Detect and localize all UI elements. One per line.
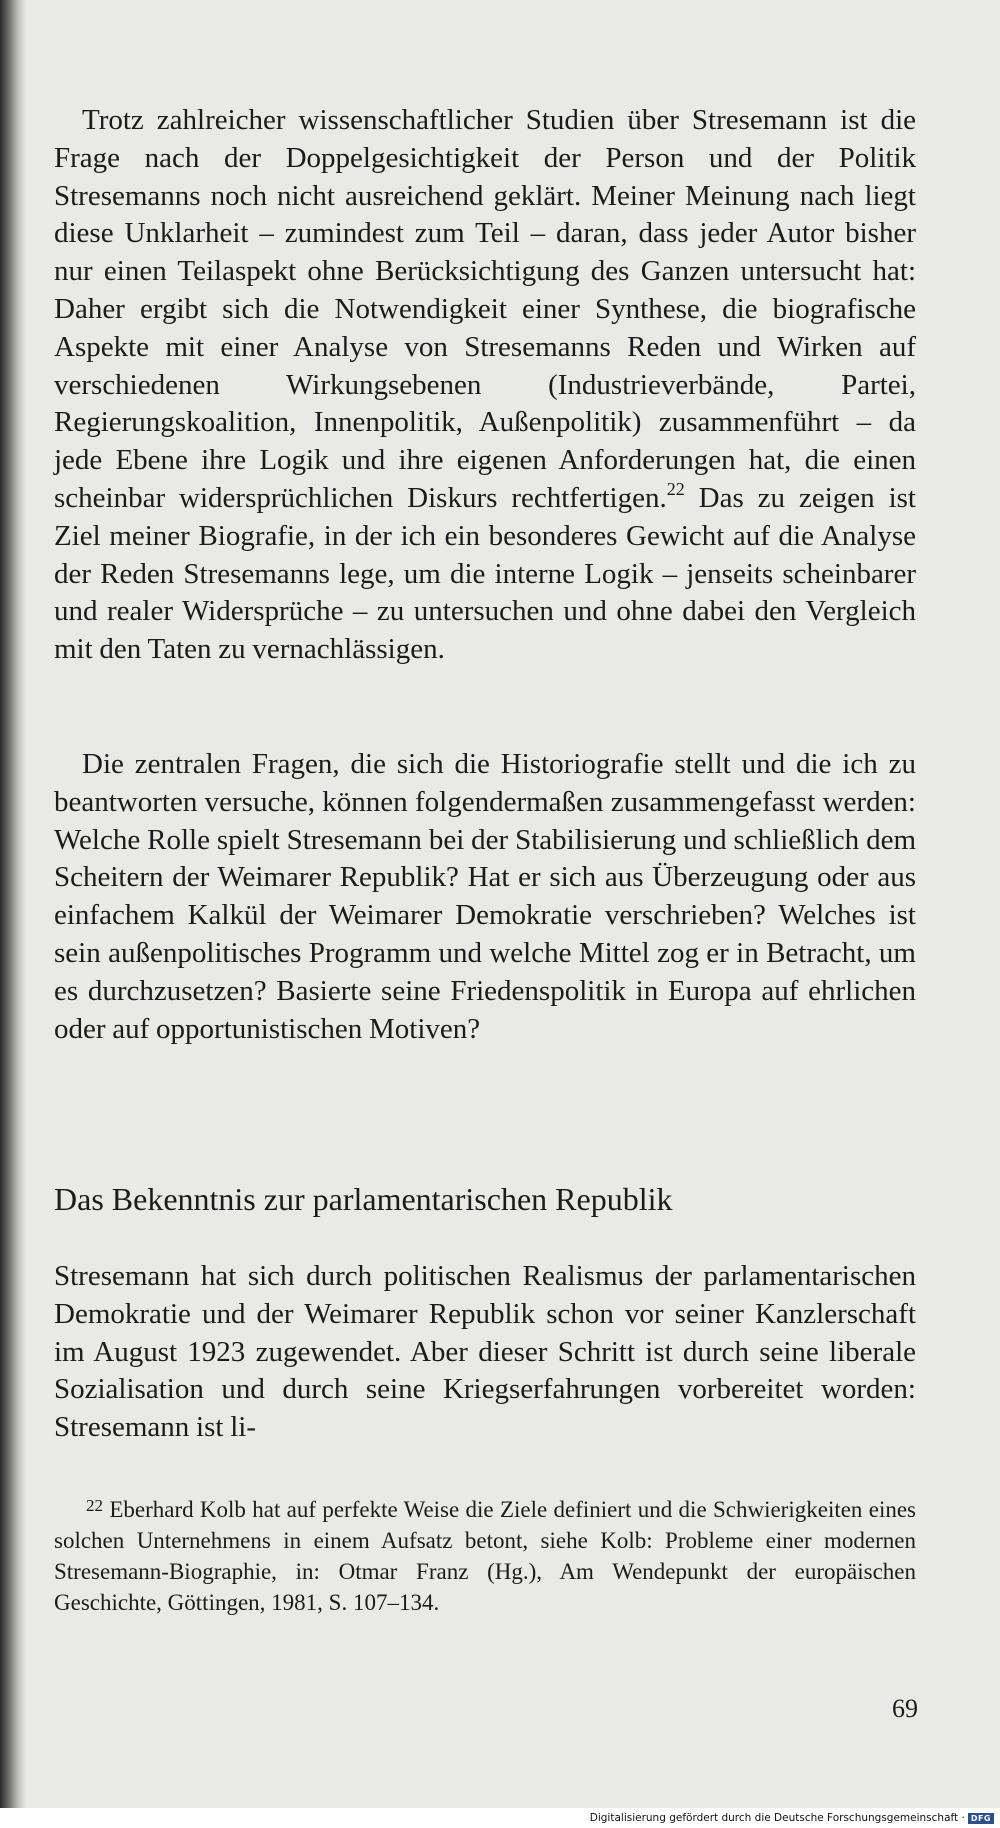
- paragraph-2-text: Die zentralen Fragen, die sich die Historiografie stellt und die ich zu beantworten versuche, können folgendermaßen zusammengefasst werden: Welche Rolle spielt Stresemann bei der Stabilisierung und schließlich dem Scheitern der Weimarer Republik? Hat er sich aus Überzeugung oder aus einfachem Kalkül der Weimarer Demokratie verschrieben? Welches ist sein außenpolitisches Programm und welche Mittel zog er in Betracht, um es durchzusetzen? Basierte seine Friedenspolitik in Europa auf ehrlichen oder auf opportunistischen Motiven?: [54, 748, 916, 1045]
- footnote-text: Eberhard Kolb hat auf perfekte Weise die Ziele definiert und die Schwierigkeiten eines solchen Unternehmens in einem Aufsatz betont, siehe Kolb: Probleme einer modernen Stresemann-Biographie, in: Otmar Franz (Hg.), Am Wendepunkt der europäischen Geschichte, Göttingen, 1981, S. 107–134.: [54, 1497, 917, 1615]
- binding-shadow: [0, 0, 26, 1808]
- digitization-credit: Digitalisierung gefördert durch die Deutsche Forschungsgemeinschaft ·: [589, 1812, 965, 1824]
- paragraph-3: [54, 1258, 916, 1447]
- paragraph-2: [54, 746, 916, 1048]
- digitization-footer: [590, 1812, 994, 1824]
- paragraph-1-text-b: Das zu zeigen ist Ziel meiner Biografie, in der ich ein besonderes Gewicht auf die Analyse der Reden Stresemanns lege, um die interne Logik – jenseits scheinbarer und realer Widersprüche – zu untersuchen und ohne dabei den Vergleich mit den Taten zu vernachlässigen.: [54, 481, 916, 666]
- dfg-logo: DFG: [968, 1813, 994, 1824]
- footnote-number: 22: [86, 1496, 103, 1515]
- section-heading: Das Bekenntnis zur parlamentarischen Republik: [54, 1181, 673, 1217]
- paragraph-1-text-a: Trotz zahlreicher wissenschaftlicher Studien über Stresemann ist die Frage nach der Doppelgesichtigkeit der Person und der Politik Stresemanns noch nicht ausreichend geklärt. Meiner Meinung nach liegt diese Unklarheit – zumindest zum Teil – daran, dass jeder Autor bisher nur einen Teilaspekt ohne Berücksichtigung des Ganzen untersucht hat: Daher ergibt sich die Notwendigkeit einer Synthese, die biografische Aspekte mit einer Analyse von Stresemanns Reden und Wirken auf verschiedenen Wirkungsebenen (Industrieverbände, Partei, Regierungskoalition, Innenpolitik, Außenpolitik) zusammenführt – da jede Ebene ihre Logik und ihre eigenen Anforderungen hat, die einen scheinbar widersprüchlichen Diskurs rechtfertigen.: [54, 104, 916, 514]
- paragraph-3-text: Stresemann hat sich durch politischen Realismus der parlamentarischen Demokratie und der Weimarer Republik schon vor seiner Kanzlerschaft im August 1923 zugewendet. Aber dieser Schritt ist durch seine liberale Sozialisation und durch seine Kriegserfahrungen vorbereitet worden: Stresemann ist li-: [54, 1260, 916, 1444]
- footnote-reference: 22: [666, 478, 685, 499]
- paragraph-1: [54, 102, 916, 669]
- footnote: [54, 1490, 916, 1618]
- page-number: 69: [892, 1694, 918, 1723]
